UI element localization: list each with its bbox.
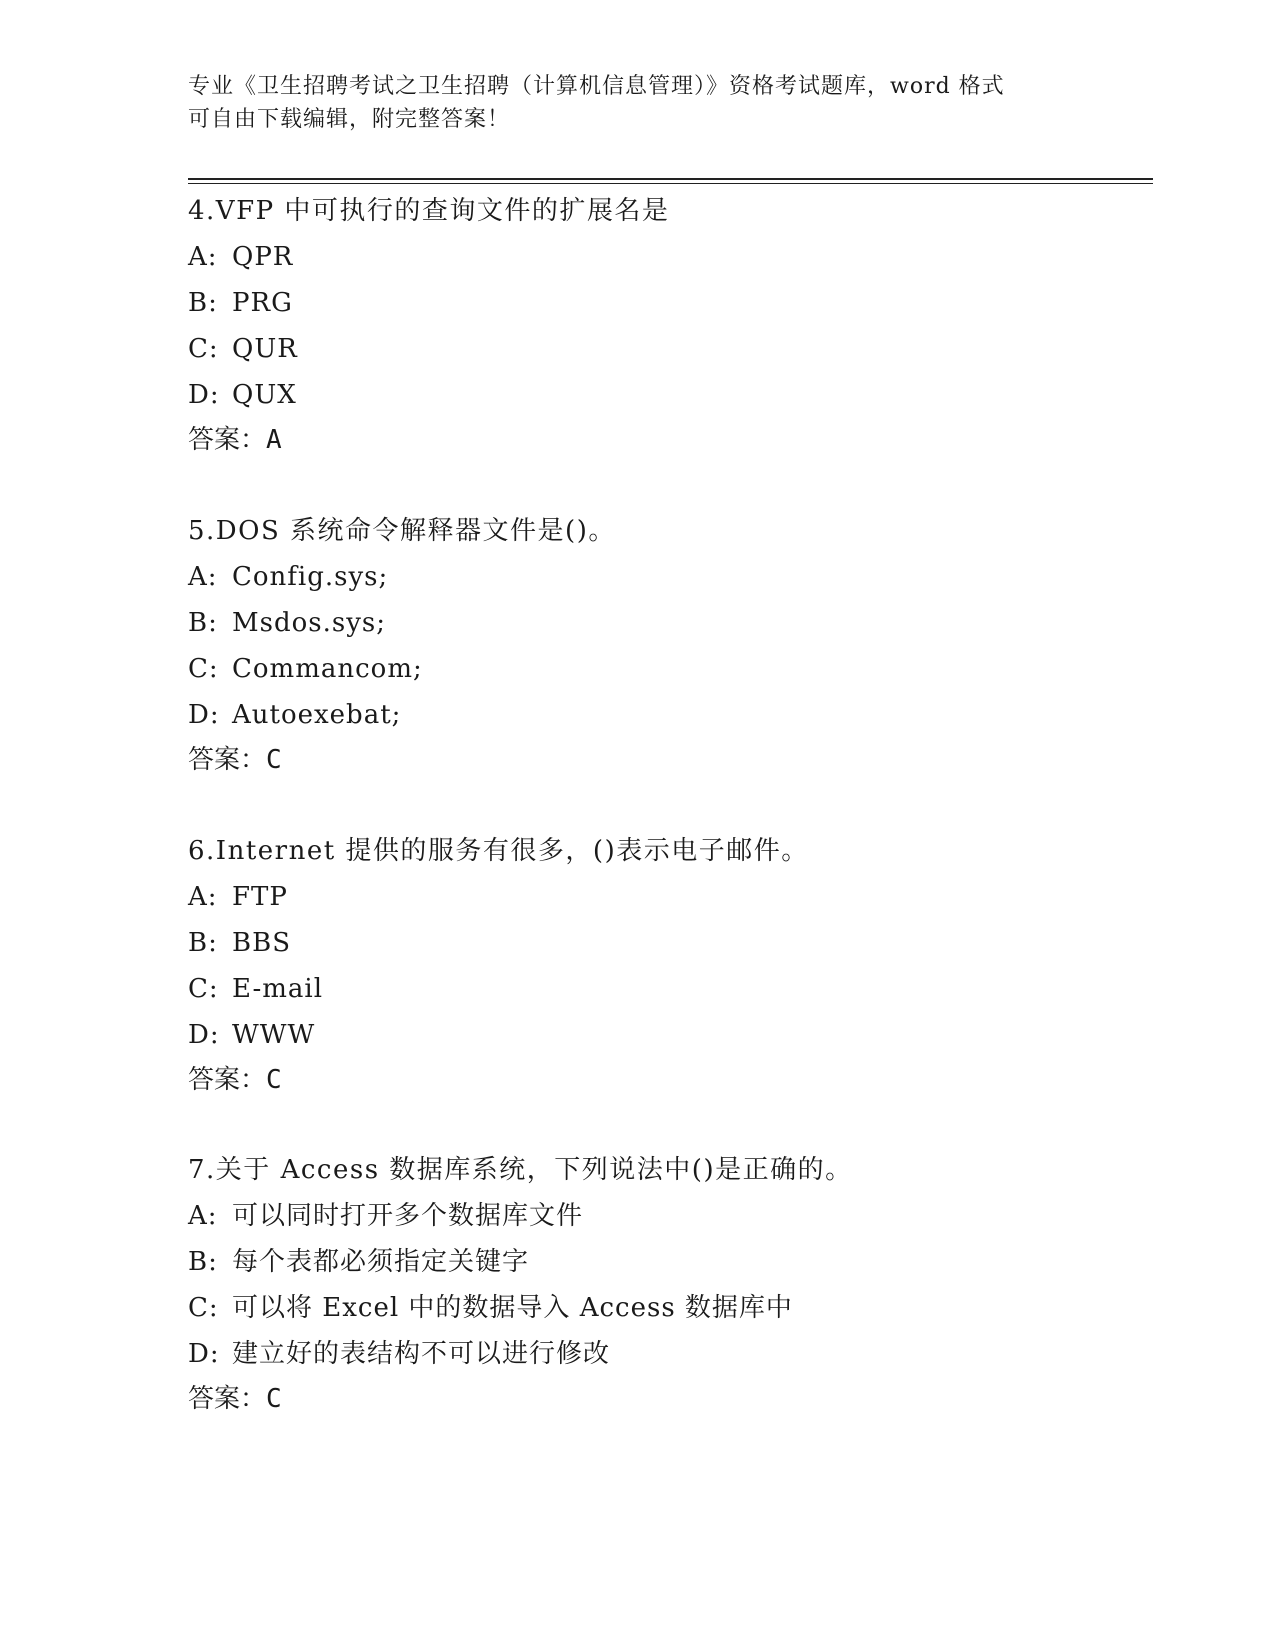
option-text: Config.sys; [232,562,389,592]
option-letter: C: [188,1293,219,1323]
option-letter: A: [188,562,218,592]
option-text: FTP [232,882,288,912]
option-text: PRG [232,288,293,318]
header-divider-bottom [188,183,1153,184]
option-letter: C: [188,654,219,684]
question-text: 7.关于 Access 数据库系统，下列说法中()是正确的。 [188,1155,853,1185]
option-letter: D: [188,1020,220,1050]
option-d [188,1331,1148,1377]
question-text: 6.Internet 提供的服务有很多，()表示电子邮件。 [188,836,809,866]
question-text: 5.DOS 系统命令解释器文件是()。 [188,516,616,546]
question-item [188,188,1148,462]
option-d [188,692,1148,738]
option-letter: B: [188,288,218,318]
document-header [188,70,1088,136]
answer-line: 答案：C [188,1065,282,1095]
answer-line: 答案：C [188,745,282,775]
option-a [188,1193,1148,1239]
option-b [188,600,1148,646]
option-c [188,966,1148,1012]
option-letter: D: [188,1339,220,1369]
option-text: QPR [232,242,294,272]
option-letter: A: [188,242,218,272]
option-text: QUX [232,380,297,410]
option-text: 可以将 Excel 中的数据导入 Access 数据库中 [232,1293,793,1323]
option-b [188,280,1148,326]
option-letter: D: [188,700,220,730]
header-line-1: 专业《卫生招聘考试之卫生招聘（计算机信息管理）》资格考试题库，word 格式 [188,74,1005,99]
option-text: Autoexebat; [232,700,402,730]
option-text: QUR [232,334,298,364]
question-item [188,508,1148,782]
option-c [188,1285,1148,1331]
question-text: 4.VFP 中可执行的查询文件的扩展名是 [188,196,670,226]
option-a [188,554,1148,600]
option-text: Commancom; [232,654,423,684]
option-text: BBS [232,928,292,958]
option-letter: A: [188,1201,218,1231]
question-item [188,1147,1148,1421]
option-b [188,920,1148,966]
option-letter: D: [188,380,220,410]
option-letter: A: [188,882,218,912]
option-d [188,372,1148,418]
option-text: 可以同时打开多个数据库文件 [232,1201,584,1231]
option-text: 建立好的表结构不可以进行修改 [232,1339,611,1369]
option-c [188,646,1148,692]
option-b [188,1239,1148,1285]
option-d [188,1012,1148,1058]
question-item [188,828,1148,1102]
header-divider-top [188,178,1153,180]
option-letter: C: [188,334,219,364]
option-c [188,326,1148,372]
option-letter: C: [188,974,219,1004]
option-text: WWW [232,1020,316,1050]
option-text: Msdos.sys; [232,608,387,638]
option-letter: B: [188,928,218,958]
option-a [188,874,1148,920]
answer-line: 答案：A [188,425,282,455]
answer-line: 答案：C [188,1384,282,1414]
header-line-2: 可自由下载编辑，附完整答案！ [188,107,511,132]
option-text: 每个表都必须指定关键字 [232,1247,530,1277]
option-letter: B: [188,608,218,638]
option-letter: B: [188,1247,218,1277]
option-a [188,234,1148,280]
option-text: E-mail [232,974,324,1004]
